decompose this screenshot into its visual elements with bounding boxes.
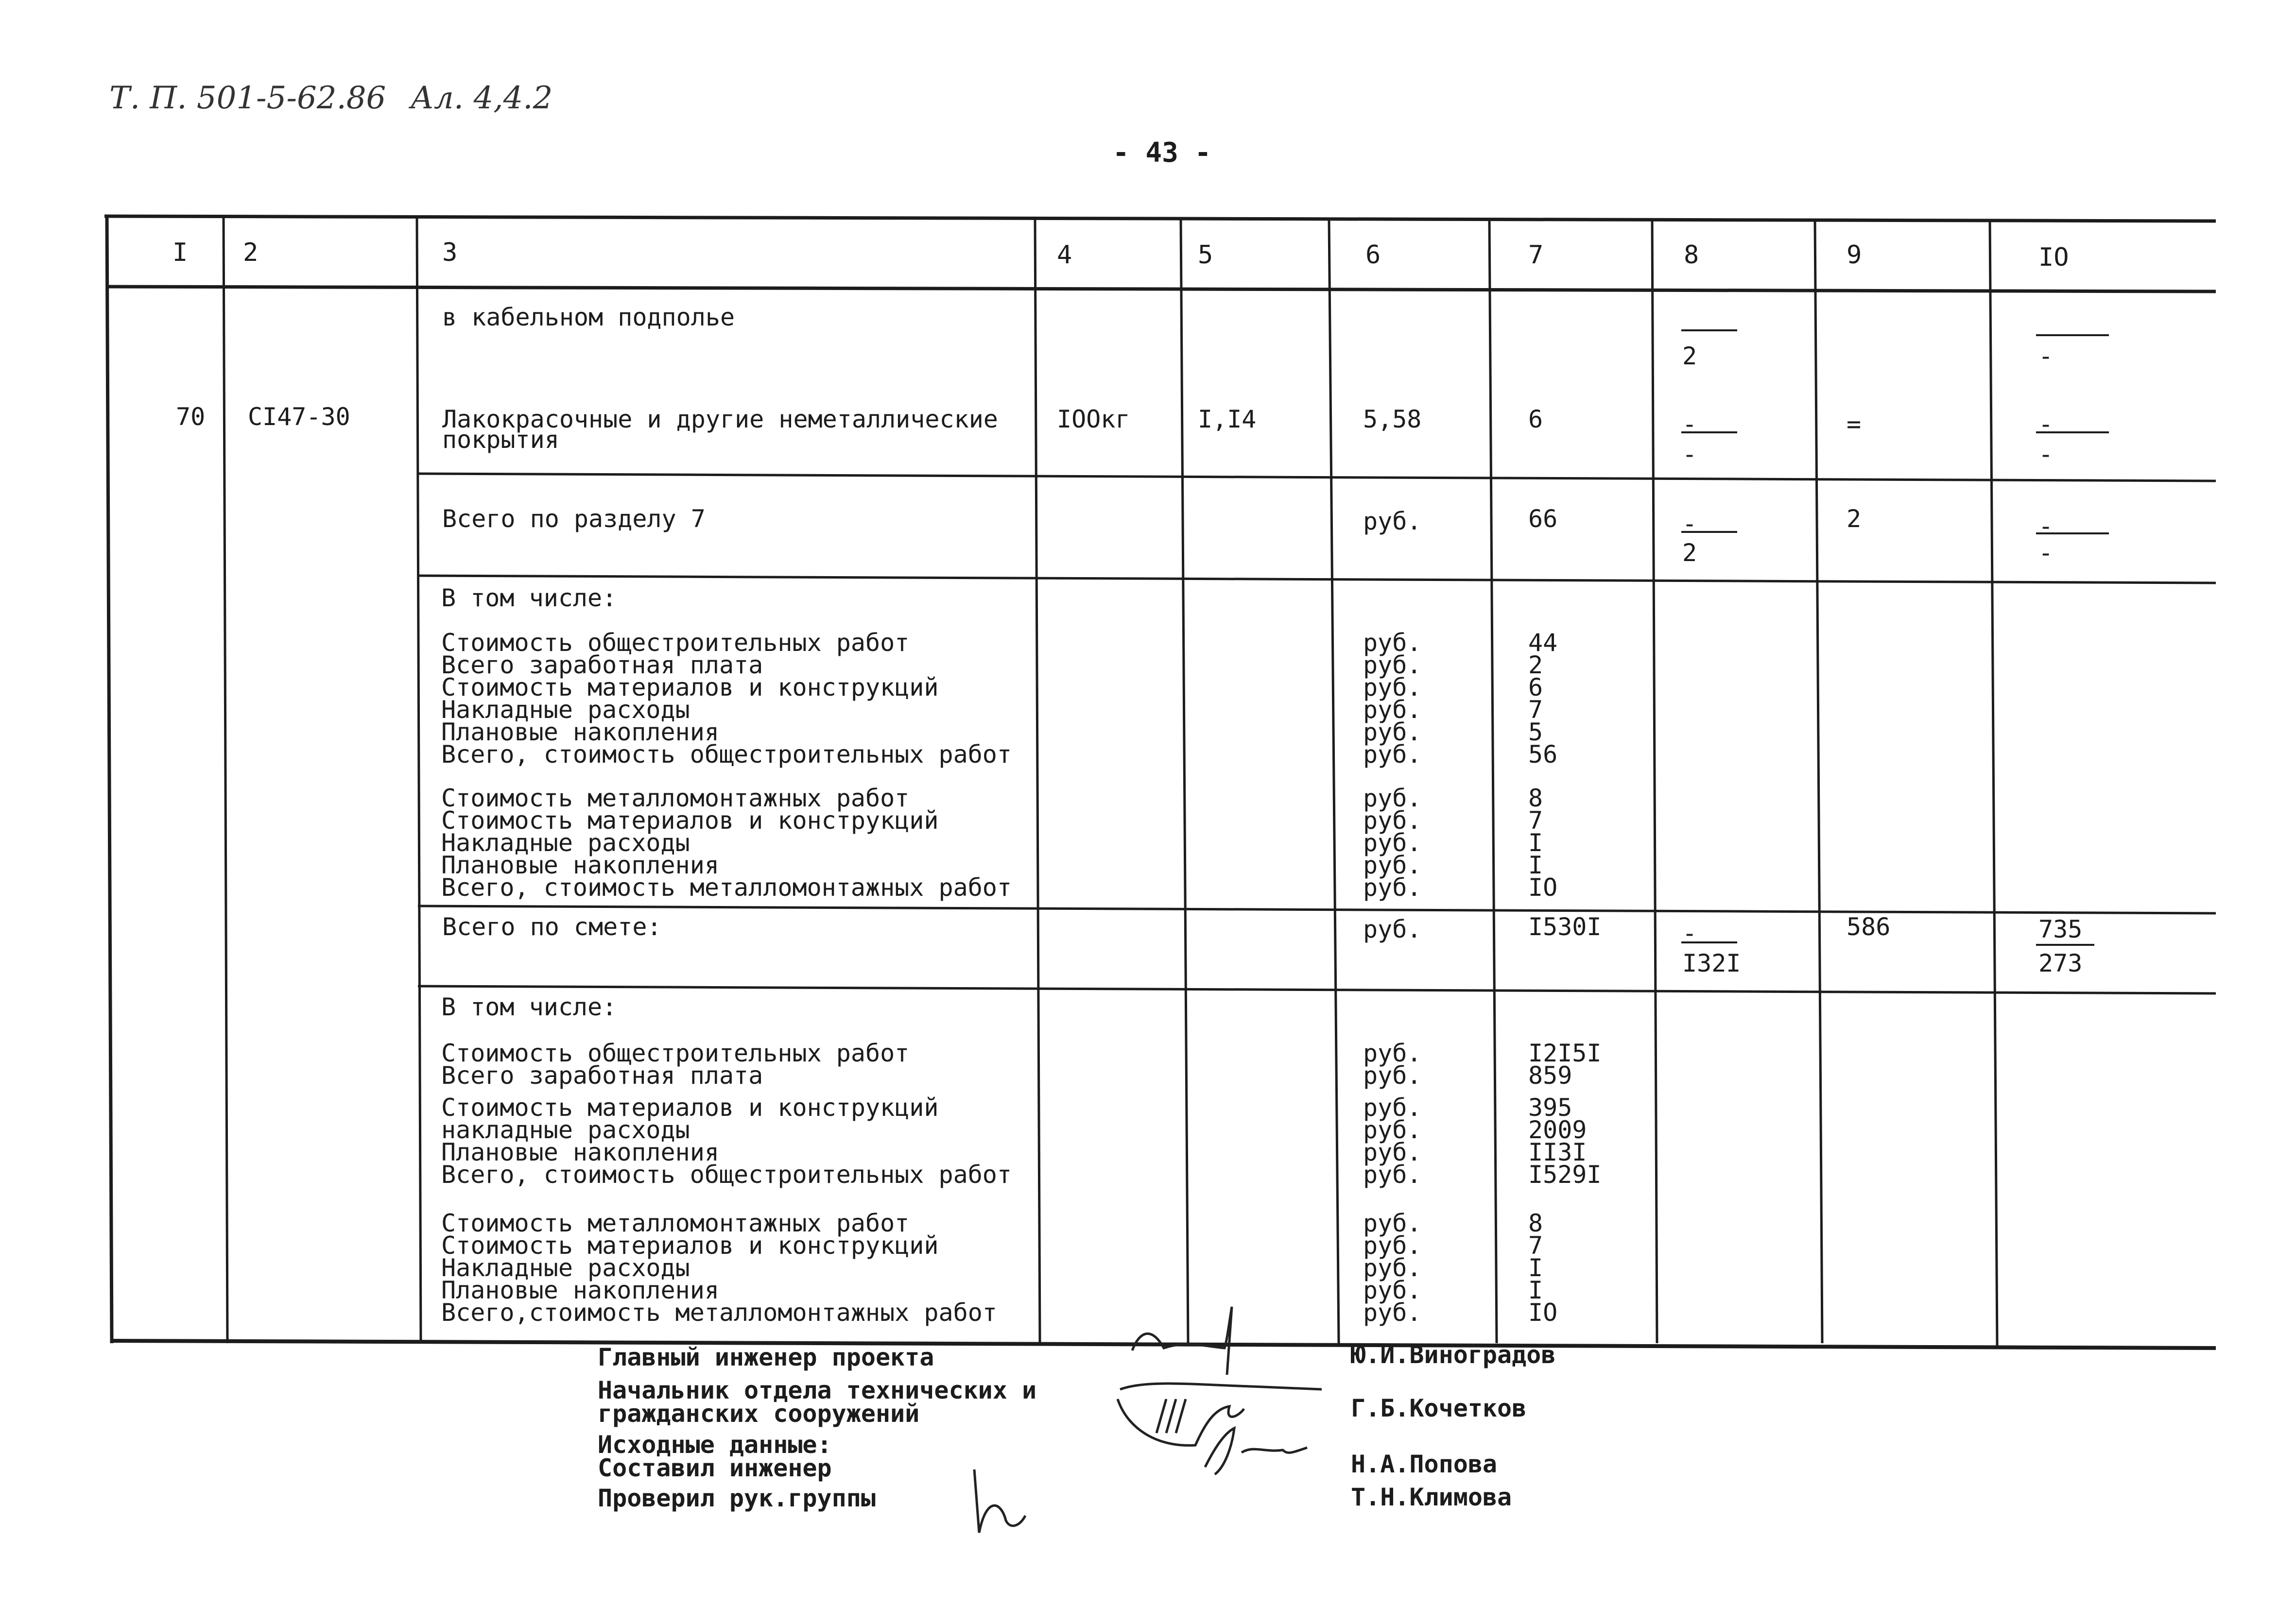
breakdown-value: IO (1528, 873, 1558, 902)
estimate-unit: руб. (1363, 1276, 1422, 1304)
row70-c10-bottom: - (2038, 440, 2054, 468)
breakdown-unit: руб. (1363, 696, 1422, 724)
estimate-total-c8-top: - (1682, 919, 1697, 947)
col-header-1: I (173, 238, 188, 267)
estimate-line: Всего заработная плата (441, 1061, 763, 1090)
section-total-c8-top: - (1682, 510, 1697, 538)
section-total-c8-bottom: 2 (1682, 539, 1697, 567)
row70-code: СI47-30 (248, 403, 350, 431)
row70-c8-bottom: - (1682, 440, 1697, 468)
prev-c8-bottom: 2 (1682, 342, 1697, 370)
breakdown-line: Стоимость общестроительных работ (441, 629, 910, 657)
breakdown-line: Плановые накопления (441, 718, 719, 746)
signature-role-1: Главный инженер проекта (598, 1343, 934, 1371)
estimate-total-c9: 586 (1847, 913, 1891, 941)
breakdown-line: Накладные расходы (441, 829, 690, 857)
breakdown-unit: руб. (1363, 829, 1422, 857)
row70-desc (442, 405, 998, 454)
breakdown-unit: руб. (1363, 851, 1422, 879)
estimate-line: Стоимость материалов и конструкций (441, 1093, 939, 1122)
breakdown-value: 7 (1528, 806, 1543, 835)
section-breakdown-group2-values (1528, 784, 1558, 902)
doc-ref-part: Ал. 4,4.2 (410, 80, 553, 116)
row70-qty: I,I4 (1198, 405, 1257, 433)
breakdown-value: 2 (1528, 651, 1543, 679)
col-header-2: 2 (243, 238, 259, 267)
breakdown-value: I (1528, 829, 1543, 857)
estimate-value: I (1528, 1276, 1543, 1304)
col-header-7: 7 (1528, 240, 1544, 270)
estimate-breakdown-group2-values (1528, 1209, 1558, 1327)
estimate-line: Накладные расходы (441, 1254, 690, 1282)
signature-role-2 (598, 1376, 1037, 1428)
estimate-value: I529I (1528, 1161, 1602, 1189)
col-header-4: 4 (1057, 240, 1072, 270)
estimate-breakdown-group1 (441, 1039, 1012, 1189)
breakdown-line: Всего заработная плата (441, 651, 763, 679)
section-breakdown-group2-units (1363, 784, 1422, 902)
section-breakdown-group1-units (1363, 629, 1422, 769)
signature-role-2-line2: гражданских сооружений (598, 1400, 920, 1428)
breakdown-value: 56 (1528, 740, 1558, 769)
estimate-breakdown-group2 (441, 1209, 997, 1327)
estimate-line: Всего, стоимость общестроительных работ (441, 1161, 1012, 1189)
estimate-unit: руб. (1363, 1061, 1422, 1090)
estimate-unit: руб. (1363, 1231, 1422, 1260)
section-breakdown-heading: В том числе: (441, 584, 617, 612)
estimate-value: 859 (1528, 1061, 1572, 1090)
row70-total: 6 (1528, 405, 1543, 433)
page-number: - 43 - (1113, 137, 1211, 169)
breakdown-value: 5 (1528, 718, 1543, 746)
estimate-unit: руб. (1363, 1298, 1422, 1327)
estimate-line: Стоимость металломонтажных работ (441, 1209, 910, 1237)
row70-desc-line1: Лакокрасочные и другие неметаллические (442, 405, 998, 433)
section-total-c10-top: - (2038, 512, 2054, 540)
breakdown-unit: руб. (1363, 784, 1422, 812)
breakdown-line: Стоимость материалов и конструкций (441, 673, 939, 701)
section-total-value: 66 (1528, 505, 1558, 533)
doc-ref: Т. П. 501-5-62.86 (109, 80, 386, 116)
col-header-10: IO (2038, 243, 2069, 272)
breakdown-line: Стоимость материалов и конструкций (441, 806, 939, 835)
col-header-5: 5 (1198, 240, 1213, 270)
estimate-line: Плановые накопления (441, 1138, 719, 1166)
estimate-total-c10-top: 735 (2038, 915, 2083, 943)
row70-unit: IOOкг (1057, 405, 1130, 433)
breakdown-value: I (1528, 851, 1543, 879)
estimate-value: 395 (1528, 1093, 1572, 1122)
signature-role-3 (598, 1433, 832, 1480)
breakdown-value: 7 (1528, 696, 1543, 724)
estimate-breakdown-group1-values (1528, 1039, 1602, 1189)
estimate-unit: руб. (1363, 1161, 1422, 1189)
breakdown-line: Всего, стоимость металломонтажных работ (441, 873, 1012, 902)
estimate-line: Стоимость материалов и конструкций (441, 1231, 939, 1260)
row70-c9: = (1847, 410, 1862, 438)
row70-c10-top: - (2038, 410, 2054, 438)
estimate-line: Всего,стоимость металломонтажных работ (441, 1298, 997, 1327)
estimate-breakdown-heading: В том числе: (441, 993, 617, 1021)
estimate-value: I (1528, 1254, 1543, 1282)
row70-num: 70 (176, 403, 206, 431)
breakdown-line: Всего, стоимость общестроительных работ (441, 740, 1012, 769)
estimate-unit: руб. (1363, 1093, 1422, 1122)
breakdown-unit: руб. (1363, 651, 1422, 679)
prev-c10-bottom: - (2038, 342, 2054, 370)
estimate-unit: руб. (1363, 1039, 1422, 1067)
intro-text: в кабельном подполье (442, 303, 735, 331)
section-total-unit: руб. (1363, 507, 1422, 535)
signature-role-3-line1: Исходные данные: (598, 1431, 832, 1459)
breakdown-value: 8 (1528, 784, 1543, 812)
section-breakdown-group2 (441, 784, 1012, 902)
estimate-unit: руб. (1363, 1254, 1422, 1282)
section-total-label: Всего по разделу 7 (442, 505, 706, 533)
breakdown-unit: руб. (1363, 740, 1422, 769)
breakdown-unit: руб. (1363, 673, 1422, 701)
col-header-3: 3 (442, 238, 458, 267)
row70-price: 5,58 (1363, 405, 1422, 433)
estimate-line: накладные расходы (441, 1116, 690, 1144)
section-total-c10-bottom: - (2038, 539, 2054, 567)
estimate-total-label: Всего по смете: (442, 913, 662, 941)
estimate-breakdown-group2-units (1363, 1209, 1422, 1327)
signature-name-4: Т.Н.Климова (1351, 1483, 1512, 1511)
estimate-total-c8-bottom: I32I (1682, 949, 1741, 977)
breakdown-line: Стоимость металломонтажных работ (441, 784, 910, 812)
signature-role-3-line2: Составил инженер (598, 1454, 832, 1482)
estimate-value: II3I (1528, 1138, 1587, 1166)
breakdown-line: Накладные расходы (441, 696, 690, 724)
section-breakdown-group1 (441, 629, 1012, 769)
estimate-value: I2I5I (1528, 1039, 1602, 1067)
estimate-total-value: I530I (1528, 913, 1602, 941)
estimate-unit: руб. (1363, 1138, 1422, 1166)
col-header-9: 9 (1847, 240, 1862, 270)
estimate-unit: руб. (1363, 1116, 1422, 1144)
row70-desc-line2: покрытия (442, 426, 559, 454)
signature-role-2-line1: Начальник отдела технических и (598, 1376, 1037, 1404)
estimate-value: 2009 (1528, 1116, 1587, 1144)
breakdown-value: 6 (1528, 673, 1543, 701)
signature-role-4: Проверил рук.группы (598, 1484, 876, 1512)
estimate-value: IO (1528, 1298, 1558, 1327)
signature-name-1: Ю.И.Виноградов (1351, 1341, 1556, 1369)
estimate-total-unit: руб. (1363, 915, 1422, 943)
section-total-c9: 2 (1847, 505, 1862, 533)
estimate-total-c10-bottom: 273 (2038, 949, 2083, 977)
breakdown-value: 44 (1528, 629, 1558, 657)
breakdown-unit: руб. (1363, 806, 1422, 835)
breakdown-unit: руб. (1363, 629, 1422, 657)
estimate-value: 7 (1528, 1231, 1543, 1260)
estimate-line: Стоимость общестроительных работ (441, 1039, 910, 1067)
breakdown-unit: руб. (1363, 873, 1422, 902)
breakdown-line: Плановые накопления (441, 851, 719, 879)
estimate-unit: руб. (1363, 1209, 1422, 1237)
breakdown-unit: руб. (1363, 718, 1422, 746)
row70-c8-top: - (1682, 410, 1697, 438)
estimate-value: 8 (1528, 1209, 1543, 1237)
estimate-breakdown-group1-units (1363, 1039, 1422, 1189)
estimate-line: Плановые накопления (441, 1276, 719, 1304)
col-header-6: 6 (1365, 240, 1381, 270)
signature-name-3: Н.А.Попова (1351, 1450, 1498, 1478)
col-header-8: 8 (1684, 240, 1699, 270)
signature-name-2: Г.Б.Кочетков (1351, 1394, 1527, 1422)
section-breakdown-group1-values (1528, 629, 1558, 769)
